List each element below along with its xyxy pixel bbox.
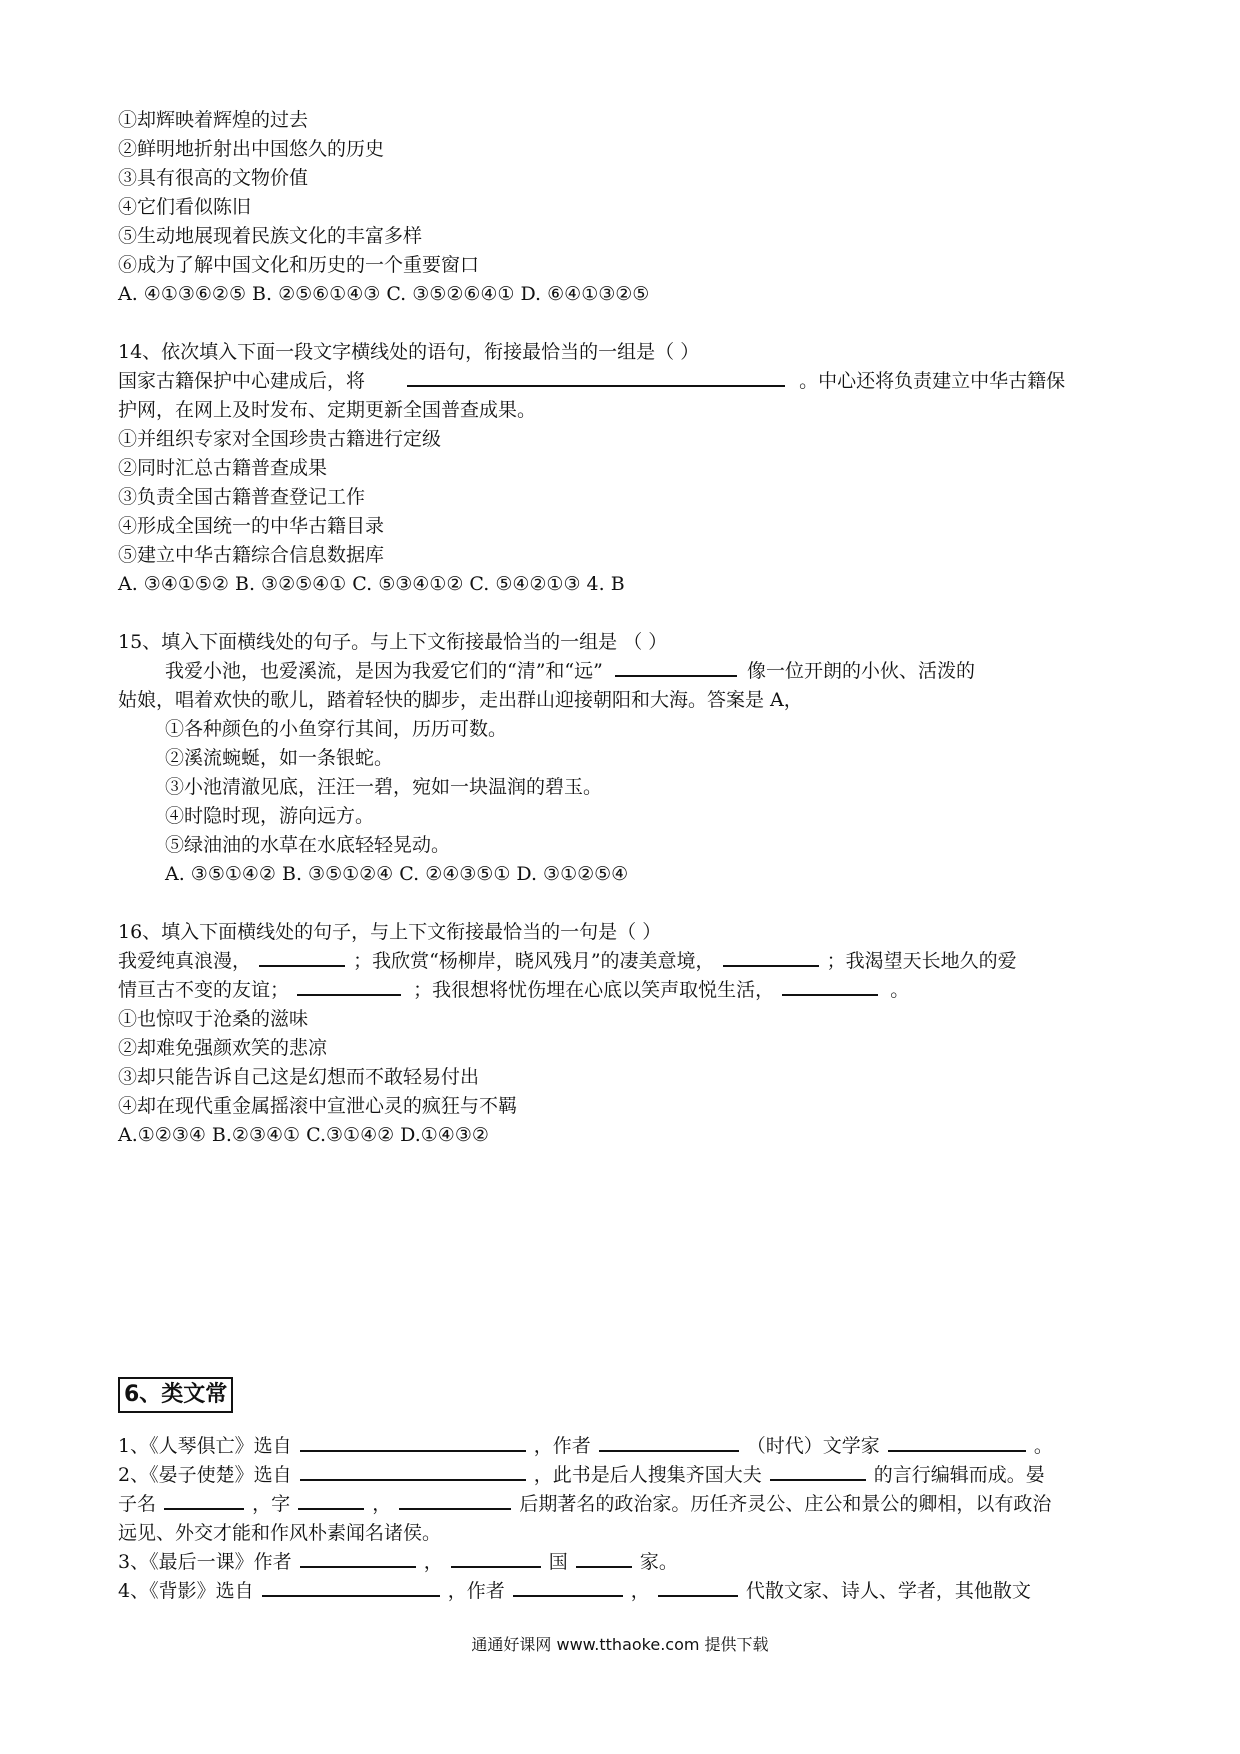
- q16-text-part: ；我欣赏“杨柳岸，晓风残月”的凄美意境，: [353, 950, 715, 972]
- section6-line-5: [118, 1548, 678, 1576]
- q14-option-4: ④形成全国统一的中华古籍目录: [118, 515, 385, 537]
- fill-blank: [451, 1548, 541, 1568]
- section6-text: 国: [548, 1551, 568, 1573]
- q16-option-1: ①也惊叹于沧桑的滋味: [118, 1008, 309, 1030]
- q14-text-part: 。中心还将负责建立中华古籍保: [799, 370, 1066, 392]
- q14-option-3: ③负责全国古籍普查登记工作: [118, 486, 366, 508]
- q16-answer-blank-3: [297, 976, 401, 996]
- section6-text: 3、《最后一课》作者: [118, 1551, 292, 1573]
- section6-line-2: [118, 1461, 1045, 1489]
- q13-option-6: ⑥成为了解中国文化和历史的一个重要窗口: [118, 254, 480, 276]
- section6-text: 。: [1033, 1435, 1053, 1457]
- section6-text: 2、《晏子使楚》选自: [118, 1464, 292, 1486]
- q14-text-line1: [118, 367, 1065, 395]
- section6-text: ，作者: [533, 1435, 591, 1457]
- q15-option-4: ④时隐时现，游向远方。: [165, 805, 375, 827]
- q14-choices: A. ③④①⑤② B. ③②⑤④① C. ⑤③④①② C. ⑤④②①③ 4. B: [118, 573, 625, 595]
- fill-blank: [599, 1432, 739, 1452]
- section6-text: ，: [372, 1493, 392, 1515]
- section6-line-3: [118, 1490, 1051, 1518]
- q15-text-line2: 姑娘，唱着欢快的歌儿，踏着轻快的脚步，走出群山迎接朝阳和大海。答案是 A，: [118, 689, 803, 711]
- q16-answer-blank-4: [782, 976, 878, 996]
- section6-text: 子名: [118, 1493, 157, 1515]
- q16-answer-blank-2: [723, 947, 819, 967]
- section6-line-4: 远见、外交才能和作风朴素闻名诸侯。: [118, 1522, 442, 1544]
- section6-text: ，: [423, 1551, 443, 1573]
- q16-text-part: ；我渴望天长地久的爱: [826, 950, 1017, 972]
- q14-stem: 14、依次填入下面一段文字横线处的语句，衔接最恰当的一组是（ ）: [118, 341, 700, 363]
- fill-blank: [300, 1548, 416, 1568]
- q13-choices: A. ④①③⑥②⑤ B. ②⑤⑥①④③ C. ③⑤②⑥④① D. ⑥④①③②⑤: [118, 283, 650, 305]
- section6-text: 1、《人琴俱亡》选自: [118, 1435, 292, 1457]
- section6-text: 4、《背影》选自: [118, 1580, 254, 1602]
- q15-text-part: 像一位开朗的小伙、活泼的: [746, 660, 975, 682]
- section6-text: ，此书是后人搜集齐国大夫: [533, 1464, 762, 1486]
- q13-option-3: ③具有很高的文物价值: [118, 167, 309, 189]
- fill-blank: [399, 1490, 511, 1510]
- q14-option-1: ①并组织专家对全国珍贵古籍进行定级: [118, 428, 442, 450]
- fill-blank: [770, 1461, 866, 1481]
- page-footer: 通通好课网 www.tthaoke.com 提供下载: [471, 1635, 769, 1654]
- fill-blank: [164, 1490, 244, 1510]
- q13-option-4: ④它们看似陈旧: [118, 196, 252, 218]
- fill-blank: [300, 1432, 526, 1452]
- q16-text-part: 。: [890, 979, 910, 1001]
- q16-stem: 16、填入下面横线处的句子，与上下文衔接最恰当的一句是（ ）: [118, 921, 662, 943]
- section6-text: ，: [630, 1580, 650, 1602]
- q15-text-part: 我爱小池，也爱溪流，是因为我爱它们的“清”和“远”: [165, 660, 603, 682]
- fill-blank: [576, 1548, 632, 1568]
- q15-option-3: ③小池清澈见底，汪汪一碧，宛如一块温润的碧玉。: [165, 776, 603, 798]
- fill-blank: [513, 1577, 623, 1597]
- q16-text-part: ；我很想将忧伤埋在心底以笑声取悦生活，: [413, 979, 775, 1001]
- q16-answer-blank-1: [259, 947, 345, 967]
- fill-blank: [300, 1461, 526, 1481]
- fill-blank: [888, 1432, 1026, 1452]
- q15-answer-blank: [615, 657, 737, 677]
- q15-option-2: ②溪流蜿蜒，如一条银蛇。: [165, 747, 394, 769]
- q15-text-line1: [165, 657, 975, 685]
- fill-blank: [262, 1577, 440, 1597]
- q13-option-2: ②鲜明地折射出中国悠久的历史: [118, 138, 385, 160]
- section6-line-6: [118, 1577, 1031, 1605]
- q16-option-2: ②却难免强颜欢笑的悲凉: [118, 1037, 328, 1059]
- section6-text: 代散文家、诗人、学者，其他散文: [745, 1580, 1031, 1602]
- q14-text-part: 国家古籍保护中心建成后，将: [118, 370, 366, 392]
- section6-text: 后期著名的政治家。历任齐灵公、庄公和景公的卿相，以有政治: [519, 1493, 1052, 1515]
- q16-text-part: 情亘古不变的友谊；: [118, 979, 290, 1001]
- q15-stem: 15、填入下面横线处的句子。与上下文衔接最恰当的一组是 （ ）: [118, 631, 668, 653]
- section6-text: 家。: [639, 1551, 678, 1573]
- fill-blank: [298, 1490, 364, 1510]
- q16-choices: A.①②③④ B.②③④① C.③①④② D.①④③②: [118, 1124, 489, 1146]
- section6-text: （时代）文学家: [746, 1435, 880, 1457]
- q15-choices: A. ③⑤①④② B. ③⑤①②④ C. ②④③⑤① D. ③①②⑤④: [165, 863, 629, 885]
- fill-blank: [658, 1577, 738, 1597]
- q16-text-line2: [118, 976, 909, 1004]
- q14-option-5: ⑤建立中华古籍综合信息数据库: [118, 544, 385, 566]
- q14-text-line2: 护网，在网上及时发布、定期更新全国普查成果。: [118, 399, 537, 421]
- q13-option-5: ⑤生动地展现着民族文化的丰富多样: [118, 225, 423, 247]
- section6-text: ，字: [252, 1493, 291, 1515]
- q15-option-5: ⑤绿油油的水草在水底轻轻晃动。: [165, 834, 451, 856]
- q14-option-2: ②同时汇总古籍普查成果: [118, 457, 328, 479]
- section6-text: 的言行编辑而成。晏: [873, 1464, 1045, 1486]
- section6-text: ，作者: [447, 1580, 505, 1602]
- q13-option-1: ①却辉映着辉煌的过去: [118, 109, 309, 131]
- section-6-title: 6、类文常: [118, 1377, 233, 1413]
- q16-text-part: 我爱纯真浪漫，: [118, 950, 252, 972]
- q15-option-1: ①各种颜色的小鱼穿行其间，历历可数。: [165, 718, 508, 740]
- section6-line-1: [118, 1432, 1053, 1460]
- q14-answer-blank: [407, 367, 785, 387]
- q16-text-line1: [118, 947, 1017, 975]
- q16-option-3: ③却只能告诉自己这是幻想而不敢轻易付出: [118, 1066, 480, 1088]
- q16-option-4: ④却在现代重金属摇滚中宣泄心灵的疯狂与不羁: [118, 1095, 518, 1117]
